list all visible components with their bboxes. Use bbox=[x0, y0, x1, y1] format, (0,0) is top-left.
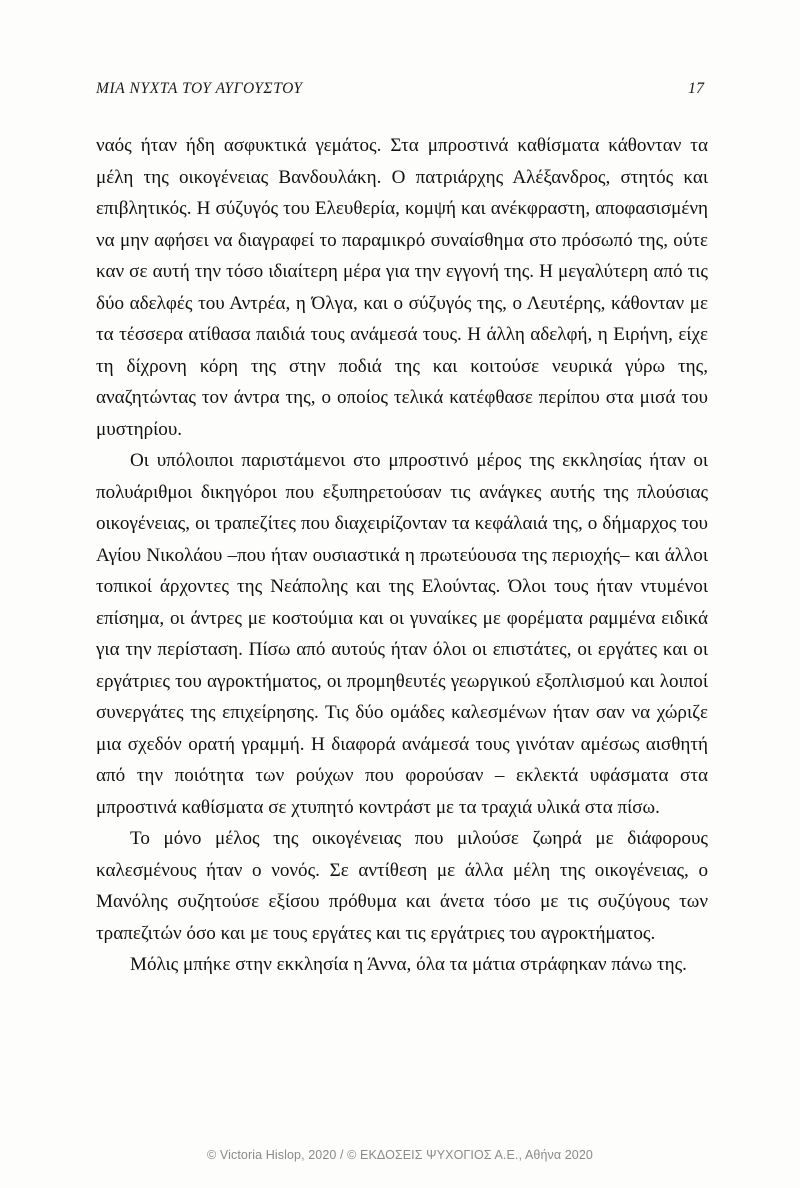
running-title: ΜΙΑ ΝΥΧΤΑ ΤΟΥ ΑΥΓΟΥΣΤΟΥ bbox=[96, 80, 303, 97]
page-number: 17 bbox=[688, 80, 704, 97]
paragraph: ναός ήταν ήδη ασφυκτικά γεμάτος. Στα μπροστινά καθίσματα κάθονταν τα μέλη της οικογένειας Βανδουλάκη. Ο πατριάρχης Αλέξανδρος, στητός και επιβλητικός. Η σύζυγός του Ελευθερία, κομψή και ανέκφραστη, αποφασισμένη να μην αφήσει να διαγραφεί το παραμικρό συναίσθημα στο πρόσωπό της, ούτε καν σε αυτή την τόσο ιδιαίτερη μέρα για την εγγονή της. Η μεγαλύτερη από τις δύο αδελφές του Αντρέα, η Όλγα, και ο σύζυγός της, ο Λευτέρης, κάθονταν με τα τέσσερα ατίθασα παιδιά τους ανάμεσά τους. Η άλλη αδελφή, η Ειρήνη, είχε τη δίχρονη κόρη της στην ποδιά της και κοιτούσε νευρικά γύρω της, αναζητώντας τον άντρα της, ο οποίος τελικά κατέφθασε περίπου στα μισά του μυστηρίου. bbox=[96, 135, 708, 440]
page-footer bbox=[0, 1146, 800, 1164]
paragraph: Μόλις μπήκε στην εκκλησία η Άννα, όλα τα μάτια στράφηκαν πάνω της. bbox=[130, 954, 687, 975]
body-text bbox=[96, 130, 708, 981]
paragraph: Οι υπόλοιποι παριστάμενοι στο μπροστινό μέρος της εκκλησίας ήταν οι πολυάριθμοι δικηγόροι που εξυπηρετούσαν τις ανάγκες αυτής της πλούσιας οικογένειας, οι τραπεζίτες που διαχειρίζονταν τα κεφάλαιά της, ο δήμαρχος του Αγίου Νικολάου –που ήταν ουσιαστικά η πρωτεύουσα της περιοχής– και άλλοι τοπικοί άρχοντες της Νεάπολης και της Ελούντας. Όλοι τους ήταν ντυμένοι επίσημα, οι άντρες με κοστούμια και οι γυναίκες με φορέματα ραμμένα ειδικά για την περίσταση. Πίσω από αυτούς ήταν όλοι οι επιστάτες, οι εργάτες και οι εργάτριες του αγροκτήματος, οι προμηθευτές γεωργικού εξοπλισμού και λοιποί συνεργάτες της επιχείρησης. Τις δύο ομάδες καλεσμένων ήταν σαν να χώριζε μια σχεδόν ορατή γραμμή. Η διαφορά ανάμεσά τους γινόταν αμέσως αισθητή από την ποιότητα των ρούχων που φορούσαν – εκλεκτά υφάσματα στα μπροστινά καθίσματα σε χτυπητό κοντράστ με τα τραχιά υλικά στα πίσω. bbox=[96, 450, 708, 818]
paragraph: Το μόνο μέλος της οικογένειας που μιλούσε ζωηρά με διάφορους καλεσμένους ήταν ο νονός. Σε αντίθεση με άλλα μέλη της οικογένειας, ο Μανόλης συζητούσε εξίσου πρόθυμα και άνετα τόσο με τις συζύγους των τραπεζιτών όσο και με τους εργάτες και τις εργάτριες του αγροκτήματος. bbox=[96, 828, 708, 944]
page-header bbox=[96, 80, 704, 98]
copyright-notice: © Victoria Hislop, 2020 / © ΕΚΔΟΣΕΙΣ ΨΥΧΟΓΙΟΣ Α.Ε., Αθήνα 2020 bbox=[207, 1148, 593, 1162]
